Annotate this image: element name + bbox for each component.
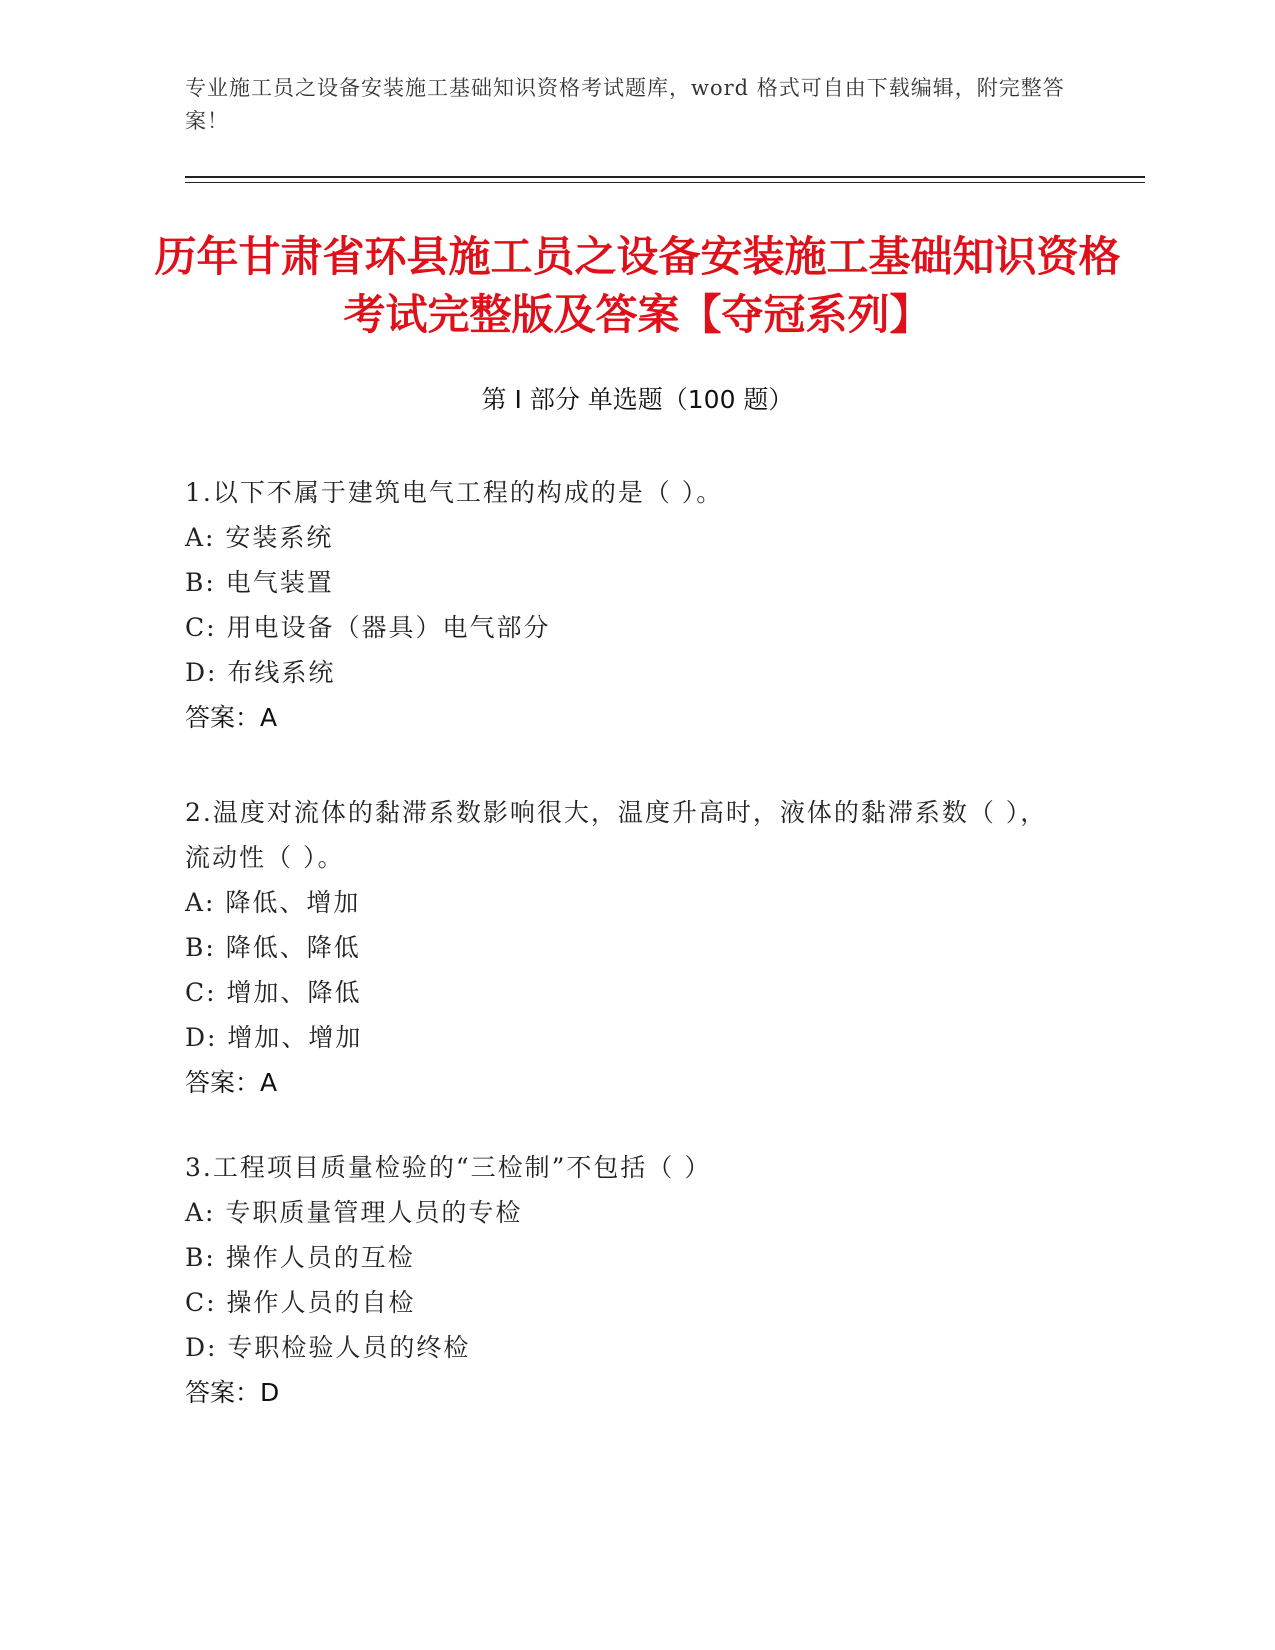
section-heading: 第 I 部分 单选题（100 题） (481, 385, 794, 414)
answer: 答案：A (185, 1068, 278, 1097)
option-b: B: 电气装置 (185, 568, 334, 597)
question-2 (185, 790, 1065, 1105)
question-stem: 3.工程项目质量检验的“三检制”不包括（ ） (185, 1153, 712, 1182)
header-rule-thick (185, 176, 1145, 178)
question-stem: 2.温度对流体的黏滞系数影响很大，温度升高时，液体的黏滞系数（ ），流动性（ ）。 (185, 798, 1048, 872)
question-stem: 1.以下不属于建筑电气工程的构成的是（ ）。 (185, 478, 724, 507)
option-d: D: 布线系统 (185, 658, 336, 687)
header-rule-thin (185, 182, 1145, 183)
option-a: A: 专职质量管理人员的专检 (185, 1198, 523, 1227)
option-c: C: 增加、降低 (185, 978, 362, 1007)
question-3 (185, 1145, 1065, 1415)
option-d: D: 专职检验人员的终检 (185, 1333, 471, 1362)
option-b: B: 操作人员的互检 (185, 1243, 415, 1272)
option-b: B: 降低、降低 (185, 933, 361, 962)
answer: 答案：D (185, 1378, 280, 1407)
option-d: D: 增加、增加 (185, 1023, 363, 1052)
header-note: 专业施工员之设备安装施工基础知识资格考试题库，word 格式可自由下载编辑，附完整答案！ (185, 76, 1065, 133)
question-1 (185, 470, 1065, 740)
option-c: C: 操作人员的自检 (185, 1288, 416, 1317)
answer: 答案：A (185, 703, 278, 732)
document-title: 历年甘肃省环县施工员之设备安装施工基础知识资格考试完整版及答案【夺冠系列】 (154, 232, 1121, 339)
option-a: A: 安装系统 (185, 523, 334, 552)
option-c: C: 用电设备（器具）电气部分 (185, 613, 551, 642)
option-a: A: 降低、增加 (185, 888, 361, 917)
